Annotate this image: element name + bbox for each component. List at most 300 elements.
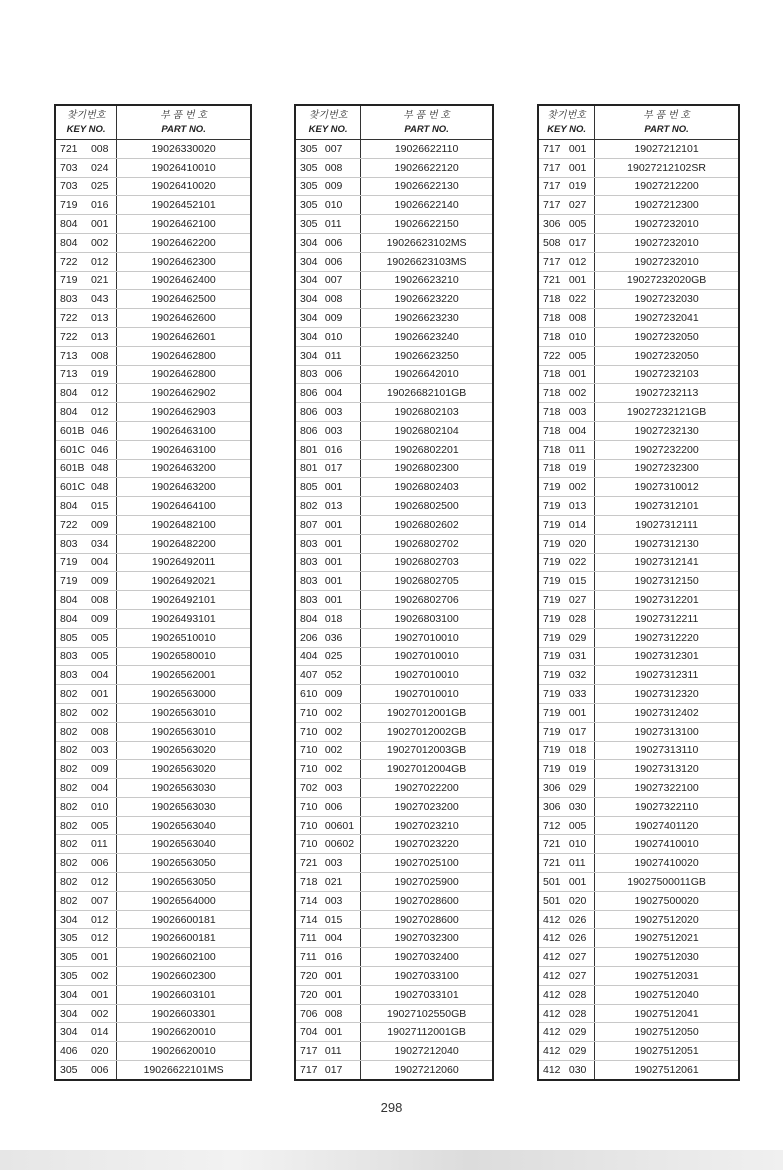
key-no-group: 412 bbox=[538, 967, 565, 986]
key-no-item: 009 bbox=[87, 760, 117, 779]
key-no-group: 802 bbox=[55, 816, 87, 835]
key-no-item: 002 bbox=[321, 703, 361, 722]
table-row bbox=[538, 760, 739, 779]
key-no-group: 804 bbox=[55, 384, 87, 403]
key-no-item: 029 bbox=[565, 1023, 595, 1042]
part-no: 19027033101 bbox=[361, 985, 493, 1004]
key-no-item: 009 bbox=[321, 309, 361, 328]
table-row bbox=[55, 421, 251, 440]
table-row bbox=[295, 891, 493, 910]
part-no: 19026603101 bbox=[117, 985, 251, 1004]
table-row bbox=[295, 647, 493, 666]
key-no-item: 008 bbox=[87, 722, 117, 741]
key-no-item: 031 bbox=[565, 647, 595, 666]
table-row bbox=[538, 140, 739, 159]
key-no-item: 001 bbox=[565, 271, 595, 290]
key-no-group: 719 bbox=[538, 515, 565, 534]
key-no-group: 719 bbox=[55, 271, 87, 290]
key-no-item: 018 bbox=[565, 741, 595, 760]
key-no-group: 719 bbox=[55, 196, 87, 215]
key-no-group: 802 bbox=[55, 854, 87, 873]
table-row bbox=[55, 741, 251, 760]
key-no-item: 006 bbox=[87, 1061, 117, 1080]
key-no-item: 030 bbox=[565, 1061, 595, 1080]
table-row bbox=[55, 685, 251, 704]
key-no-item: 029 bbox=[565, 1042, 595, 1061]
part-no: 19026563050 bbox=[117, 873, 251, 892]
key-no-group: 803 bbox=[295, 553, 321, 572]
part-no: 19027010010 bbox=[361, 647, 493, 666]
part-no: 19026602300 bbox=[117, 967, 251, 986]
key-no-item: 028 bbox=[565, 609, 595, 628]
key-no-item: 010 bbox=[87, 797, 117, 816]
table-row bbox=[538, 609, 739, 628]
key-no-item: 028 bbox=[565, 985, 595, 1004]
key-no-group: 305 bbox=[295, 158, 321, 177]
part-no: 19026463100 bbox=[117, 440, 251, 459]
table-row bbox=[55, 760, 251, 779]
part-no: 19027312130 bbox=[595, 534, 739, 553]
key-no-item: 005 bbox=[87, 816, 117, 835]
key-no-group: 412 bbox=[543, 1063, 561, 1076]
key-no-group: 802 bbox=[55, 703, 87, 722]
key-no-group: 719 bbox=[538, 591, 565, 610]
part-no: 19026580010 bbox=[117, 647, 251, 666]
key-no-item: 003 bbox=[87, 741, 117, 760]
key-no-group: 601B bbox=[55, 459, 87, 478]
table-row bbox=[55, 873, 251, 892]
key-no-group: 803 bbox=[295, 572, 321, 591]
table-row bbox=[295, 666, 493, 685]
key-no-group: 720 bbox=[295, 967, 321, 986]
part-no: 19027212060 bbox=[394, 1063, 459, 1076]
key-no-item: 012 bbox=[87, 910, 117, 929]
part-no: 19026463100 bbox=[117, 421, 251, 440]
key-no-group: 702 bbox=[295, 779, 321, 798]
table-row bbox=[538, 628, 739, 647]
part-no: 19026564000 bbox=[117, 891, 251, 910]
table-row bbox=[538, 854, 739, 873]
part-no: 19026622140 bbox=[361, 196, 493, 215]
key-no-group: 719 bbox=[538, 628, 565, 647]
key-no-item: 012 bbox=[87, 384, 117, 403]
key-no-item: 022 bbox=[565, 290, 595, 309]
part-no: 19027232113 bbox=[595, 384, 739, 403]
table-row bbox=[538, 421, 739, 440]
table-row bbox=[55, 891, 251, 910]
table-row bbox=[538, 440, 739, 459]
part-no: 19026462300 bbox=[117, 252, 251, 271]
table-row bbox=[55, 1042, 251, 1061]
part-no: 19026563000 bbox=[117, 685, 251, 704]
part-no: 19026462600 bbox=[117, 309, 251, 328]
part-no: 19027512030 bbox=[595, 948, 739, 967]
table-row bbox=[295, 816, 493, 835]
key-no-group: 304 bbox=[295, 346, 321, 365]
key-no-group: 412 bbox=[538, 948, 565, 967]
part-no: 19027232010 bbox=[595, 215, 739, 234]
key-no-group: 803 bbox=[55, 647, 87, 666]
part-no: 19027410010 bbox=[595, 835, 739, 854]
part-no: 19026562001 bbox=[117, 666, 251, 685]
key-no-item: 046 bbox=[87, 421, 117, 440]
table-row bbox=[295, 252, 493, 271]
table-row bbox=[538, 327, 739, 346]
table-row bbox=[538, 459, 739, 478]
key-no-item: 020 bbox=[87, 1042, 117, 1061]
key-no-group: 806 bbox=[295, 421, 321, 440]
part-no: 19026603301 bbox=[117, 1004, 251, 1023]
key-no-group: 805 bbox=[295, 478, 321, 497]
table-row bbox=[295, 873, 493, 892]
key-no-item: 009 bbox=[87, 515, 117, 534]
table-row bbox=[538, 647, 739, 666]
key-no-group: 304 bbox=[55, 985, 87, 1004]
key-no-item: 002 bbox=[87, 703, 117, 722]
part-no: 19026563030 bbox=[117, 797, 251, 816]
table-row bbox=[55, 910, 251, 929]
key-no-item: 001 bbox=[87, 215, 117, 234]
table-row bbox=[538, 553, 739, 572]
part-no: 19026462903 bbox=[117, 403, 251, 422]
key-no-group: 721 bbox=[538, 271, 565, 290]
key-no-item: 005 bbox=[565, 816, 595, 835]
key-no-item: 012 bbox=[565, 252, 595, 271]
table-header-row bbox=[295, 105, 493, 140]
part-no: 19027025900 bbox=[361, 873, 493, 892]
table-body bbox=[538, 140, 739, 1080]
table-row bbox=[538, 1061, 739, 1080]
key-no-group: 710 bbox=[295, 703, 321, 722]
key-no-item: 006 bbox=[321, 797, 361, 816]
part-no: 19026682101GB bbox=[361, 384, 493, 403]
key-no-group: 304 bbox=[55, 910, 87, 929]
key-no-item: 00601 bbox=[321, 816, 361, 835]
part-no: 19026802403 bbox=[361, 478, 493, 497]
key-no-group: 305 bbox=[60, 1063, 78, 1076]
key-no-group: 719 bbox=[538, 685, 565, 704]
table-header-row bbox=[55, 105, 251, 140]
key-no-item: 027 bbox=[565, 948, 595, 967]
key-no-group: 718 bbox=[538, 403, 565, 422]
part-no: 19027512050 bbox=[595, 1023, 739, 1042]
key-no-header: 찾기번호 KEY NO. bbox=[295, 105, 361, 140]
key-no-item: 011 bbox=[321, 1042, 361, 1061]
table-row bbox=[55, 703, 251, 722]
part-no: 19026802500 bbox=[361, 497, 493, 516]
key-no-group: 719 bbox=[538, 534, 565, 553]
key-no-item: 003 bbox=[321, 421, 361, 440]
key-no-group: 722 bbox=[55, 327, 87, 346]
key-no-item: 003 bbox=[321, 403, 361, 422]
key-no-group: 722 bbox=[55, 515, 87, 534]
key-no-group: 305 bbox=[295, 177, 321, 196]
part-no: 19027028600 bbox=[361, 891, 493, 910]
key-no-item: 011 bbox=[87, 835, 117, 854]
table-row bbox=[295, 497, 493, 516]
table-row bbox=[55, 722, 251, 741]
key-no-group: 710 bbox=[295, 760, 321, 779]
key-no-group: 304 bbox=[295, 290, 321, 309]
key-no-group: 304 bbox=[55, 1004, 87, 1023]
part-no: 19026563010 bbox=[117, 722, 251, 741]
table-row bbox=[295, 760, 493, 779]
part-no: 19027512051 bbox=[595, 1042, 739, 1061]
part-no: 19026600181 bbox=[117, 910, 251, 929]
table-row bbox=[55, 403, 251, 422]
key-no-group: 305 bbox=[55, 948, 87, 967]
key-no-group: 717 bbox=[538, 252, 565, 271]
key-no-item: 043 bbox=[87, 290, 117, 309]
part-no: 19026802703 bbox=[361, 553, 493, 572]
key-no-item: 004 bbox=[321, 384, 361, 403]
key-no-group: 803 bbox=[295, 365, 321, 384]
key-no-group: 412 bbox=[538, 1042, 565, 1061]
page-number: 298 bbox=[380, 1100, 403, 1115]
key-no-group: 802 bbox=[295, 497, 321, 516]
part-no: 19026623103MS bbox=[361, 252, 493, 271]
key-no-item: 011 bbox=[321, 346, 361, 365]
part-no: 19027232020GB bbox=[595, 271, 739, 290]
key-no-group: 804 bbox=[55, 215, 87, 234]
table-row bbox=[295, 628, 493, 647]
part-no: 19026622130 bbox=[361, 177, 493, 196]
part-no: 19026492021 bbox=[117, 572, 251, 591]
key-no-group: 717 bbox=[538, 196, 565, 215]
part-no: 19027010010 bbox=[361, 666, 493, 685]
table-row bbox=[55, 948, 251, 967]
key-no-group: 804 bbox=[55, 497, 87, 516]
key-no-group: 304 bbox=[295, 309, 321, 328]
key-no-group: 718 bbox=[538, 384, 565, 403]
part-no: 19027232041 bbox=[595, 309, 739, 328]
part-no: 19026803100 bbox=[361, 609, 493, 628]
table-row bbox=[295, 572, 493, 591]
part-no: 19027232130 bbox=[595, 421, 739, 440]
key-no-group: 719 bbox=[538, 741, 565, 760]
key-no-group: 719 bbox=[538, 572, 565, 591]
key-no-item: 001 bbox=[321, 515, 361, 534]
key-no-group: 710 bbox=[295, 722, 321, 741]
key-no-item: 005 bbox=[87, 647, 117, 666]
parts-table-1 bbox=[54, 104, 252, 1081]
key-no-group: 305 bbox=[55, 929, 87, 948]
part-no: 19027212101 bbox=[595, 140, 739, 159]
key-no-item: 003 bbox=[321, 891, 361, 910]
key-no-group: 719 bbox=[538, 647, 565, 666]
table-row bbox=[538, 591, 739, 610]
key-no-item: 003 bbox=[321, 854, 361, 873]
key-no-item: 027 bbox=[565, 591, 595, 610]
part-no: 19027312320 bbox=[595, 685, 739, 704]
part-no: 19026563010 bbox=[117, 703, 251, 722]
table-row bbox=[538, 365, 739, 384]
key-no-item: 007 bbox=[321, 271, 361, 290]
key-no-item: 027 bbox=[565, 196, 595, 215]
part-no: 19027012002GB bbox=[361, 722, 493, 741]
key-no-item: 002 bbox=[321, 722, 361, 741]
key-no-item: 013 bbox=[87, 327, 117, 346]
key-no-group: 805 bbox=[55, 628, 87, 647]
key-no-group: 412 bbox=[538, 1004, 565, 1023]
part-no: 19027212102SR bbox=[595, 158, 739, 177]
key-no-item: 033 bbox=[565, 685, 595, 704]
part-no: 19026462601 bbox=[117, 327, 251, 346]
part-no: 19027232050 bbox=[595, 346, 739, 365]
key-no-item: 006 bbox=[87, 854, 117, 873]
key-no-group: 804 bbox=[55, 403, 87, 422]
key-no-group: 719 bbox=[538, 722, 565, 741]
table-row bbox=[295, 1061, 493, 1080]
key-no-group: 719 bbox=[55, 553, 87, 572]
key-no-item: 001 bbox=[321, 591, 361, 610]
part-no: 19026330020 bbox=[117, 140, 251, 159]
table-row bbox=[538, 835, 739, 854]
table-row bbox=[295, 421, 493, 440]
table-row bbox=[295, 985, 493, 1004]
table-row bbox=[538, 1023, 739, 1042]
table-row bbox=[295, 140, 493, 159]
key-no-group: 304 bbox=[55, 1023, 87, 1042]
table-row bbox=[295, 403, 493, 422]
key-no-item: 011 bbox=[321, 215, 361, 234]
table-row bbox=[55, 252, 251, 271]
table-row bbox=[538, 910, 739, 929]
table-row bbox=[295, 854, 493, 873]
part-no: 19026492011 bbox=[117, 553, 251, 572]
key-no-group: 801 bbox=[295, 440, 321, 459]
key-no-group: 717 bbox=[538, 140, 565, 159]
key-no-item: 004 bbox=[87, 779, 117, 798]
key-no-item: 007 bbox=[87, 891, 117, 910]
key-no-item: 010 bbox=[321, 196, 361, 215]
key-no-header: 찾기번호 KEY NO. bbox=[538, 105, 595, 140]
key-no-item: 046 bbox=[87, 440, 117, 459]
table-row bbox=[295, 158, 493, 177]
key-no-group: 804 bbox=[295, 609, 321, 628]
part-no: 19026482100 bbox=[117, 515, 251, 534]
key-no-item: 001 bbox=[565, 873, 595, 892]
key-no-item: 015 bbox=[321, 910, 361, 929]
key-no-item: 004 bbox=[87, 553, 117, 572]
key-no-group: 305 bbox=[295, 196, 321, 215]
table-row bbox=[295, 233, 493, 252]
table-row bbox=[295, 948, 493, 967]
part-no: 19027313110 bbox=[595, 741, 739, 760]
part-no: 19026802104 bbox=[361, 421, 493, 440]
table-row bbox=[55, 816, 251, 835]
key-no-item: 008 bbox=[87, 140, 117, 159]
part-no: 19027500020 bbox=[595, 891, 739, 910]
table-row bbox=[538, 196, 739, 215]
key-no-item: 005 bbox=[565, 346, 595, 365]
table-header-row bbox=[538, 105, 739, 140]
table-row bbox=[295, 196, 493, 215]
part-no: 19026464100 bbox=[117, 497, 251, 516]
part-no: 19026623210 bbox=[361, 271, 493, 290]
key-no-group: 412 bbox=[538, 929, 565, 948]
part-no: 19026462800 bbox=[117, 365, 251, 384]
part-no: 19027313120 bbox=[595, 760, 739, 779]
key-no-item: 013 bbox=[565, 497, 595, 516]
part-no: 19027023200 bbox=[361, 797, 493, 816]
key-no-item: 00602 bbox=[321, 835, 361, 854]
table-row bbox=[538, 158, 739, 177]
key-no-group: 803 bbox=[295, 534, 321, 553]
key-no-item: 034 bbox=[87, 534, 117, 553]
part-no: 19026462400 bbox=[117, 271, 251, 290]
key-no-item: 009 bbox=[87, 609, 117, 628]
key-no-header: 찾기번호 KEY NO. bbox=[55, 105, 117, 140]
part-no: 19027232010 bbox=[595, 233, 739, 252]
table-row bbox=[55, 384, 251, 403]
part-no-header: 부 품 번 호 PART NO. bbox=[595, 105, 739, 140]
key-no-item: 028 bbox=[565, 1004, 595, 1023]
table-row bbox=[538, 1042, 739, 1061]
key-no-item: 010 bbox=[565, 327, 595, 346]
table-row bbox=[538, 816, 739, 835]
key-no-item: 025 bbox=[321, 647, 361, 666]
part-no: 19026802602 bbox=[361, 515, 493, 534]
key-no-group: 703 bbox=[55, 158, 87, 177]
part-no: 19027102550GB bbox=[361, 1004, 493, 1023]
part-no: 19026452101 bbox=[117, 196, 251, 215]
key-no-group: 802 bbox=[55, 760, 87, 779]
key-no-item: 006 bbox=[321, 365, 361, 384]
part-no: 19027410020 bbox=[595, 854, 739, 873]
table-row bbox=[538, 346, 739, 365]
key-no-item: 016 bbox=[321, 440, 361, 459]
key-no-group: 802 bbox=[55, 891, 87, 910]
key-no-item: 001 bbox=[321, 553, 361, 572]
key-no-item: 010 bbox=[321, 327, 361, 346]
table-row bbox=[295, 835, 493, 854]
key-no-item: 017 bbox=[321, 459, 361, 478]
key-no-group: 714 bbox=[295, 910, 321, 929]
key-no-group: 802 bbox=[55, 722, 87, 741]
part-no: 19027023220 bbox=[361, 835, 493, 854]
table-row bbox=[538, 685, 739, 704]
part-no: 19026623250 bbox=[361, 346, 493, 365]
part-no-header: 부 품 번 호 PART NO. bbox=[361, 105, 493, 140]
table-row bbox=[55, 1023, 251, 1042]
table-row bbox=[55, 1004, 251, 1023]
part-no: 19026510010 bbox=[117, 628, 251, 647]
key-no-group: 710 bbox=[295, 741, 321, 760]
key-no-item: 002 bbox=[87, 967, 117, 986]
key-no-item: 022 bbox=[565, 553, 595, 572]
key-no-group: 718 bbox=[295, 873, 321, 892]
key-no-item: 019 bbox=[565, 760, 595, 779]
key-no-group: 803 bbox=[295, 591, 321, 610]
part-no: 19027312301 bbox=[595, 647, 739, 666]
part-no: 19026622110 bbox=[361, 140, 493, 159]
key-no-group: 306 bbox=[538, 797, 565, 816]
part-no: 19027512031 bbox=[595, 967, 739, 986]
part-no: 19027033100 bbox=[361, 967, 493, 986]
key-no-group: 508 bbox=[538, 233, 565, 252]
table-row bbox=[538, 290, 739, 309]
key-no-group: 717 bbox=[538, 177, 565, 196]
key-no-group: 412 bbox=[538, 1023, 565, 1042]
table-row bbox=[295, 929, 493, 948]
key-no-item: 017 bbox=[321, 1061, 361, 1080]
table-row bbox=[295, 1023, 493, 1042]
table-row bbox=[295, 534, 493, 553]
part-no: 19027212200 bbox=[595, 177, 739, 196]
key-no-group: 703 bbox=[55, 177, 87, 196]
table-row bbox=[538, 478, 739, 497]
